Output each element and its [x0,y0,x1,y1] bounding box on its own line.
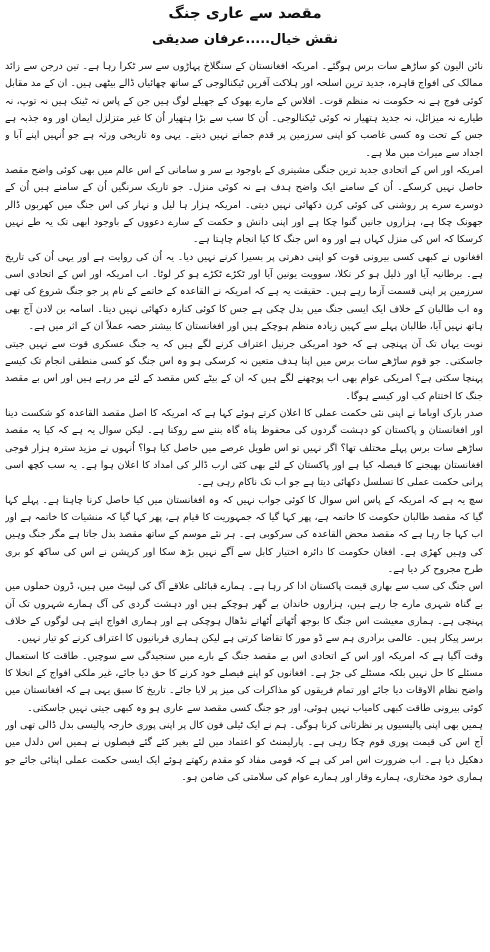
article-paragraph: اس جنگ کی سب سے بھاری قیمت پاکستان ادا کر رہا ہے۔ ہمارے قبائلی علاقے آگ کی لپیٹ میں ہیں، ڈرون حملوں میں بے گناہ شہری مارے جا رہے ہیں، ہزاروں خاندان بے گھر ہوچکے ہیں اور دہشت گردی کی آگ ہمارے شہروں تک آن پہنچی ہے۔ ہماری معیشت اس جنگ کا بوجھ اُٹھاتے اُٹھاتے نڈھال ہوچکی ہے اور ہماری افواج اپنے ہی لوگوں کے خلاف برسر پیکار ہیں۔ عالمی برادری ہم سے ڈو مور کا تقاضا کرتی ہے لیکن ہماری قربانیوں کا اعتراف کرنے کو تیار نہیں۔ [5,581,483,645]
article-title: مقصد سے عاری جنگ [168,4,322,22]
article-paragraph: افغانوں نے کبھی کسی بیرونی قوت کو اپنی دھرتی پر بسیرا کرنے نہیں دیا۔ یہ اُن کی روایت ہے اور یہی اُن کی تاریخ ہے۔ برطانیہ آیا اور ذلیل ہو کر نکلا، سوویت یونین آیا اور ٹکڑے ٹکڑے ہو کر لوٹا۔ اب امریکہ اور اس کے اتحادی اسی سرزمین پر اپنی قسمت آزما رہے ہیں۔ حقیقت یہ ہے کہ امریکہ نے القاعدہ کے خاتمے کے نام پر جو جنگ شروع کی تھی وہ اب طالبان کے خلاف ایک ایسی جنگ میں بدل چکی ہے جس کا کوئی کنارہ دکھائی نہیں دیتا۔ اسامہ بن لادن آج بھی ہاتھ نہیں آیا، طالبان پہلے سے کہیں زیادہ منظم ہوچکے ہیں اور افغانستان کا بیشتر حصہ عملاً ان کے اثر میں ہے۔ [5,251,483,333]
article-paragraph: صدر بارک اوباما نے اپنی نئی حکمت عملی کا اعلان کرتے ہوئے کہا ہے کہ امریکہ کا اصل مقصد القاعدہ کو شکست دینا اور افغانستان و پاکستان کو دہشت گردوں کی محفوظ پناہ گاہ بننے سے روکنا ہے۔ لیکن سوال یہ ہے کہ کیا یہ مقصد ساڑھے سات برس پہلے مختلف تھا؟ اگر نہیں تو اس طویل عرصے میں حاصل کیا ہوا؟ اُنہوں نے مزید سترہ ہزار فوجی افغانستان بھیجنے کا فیصلہ کیا ہے اور پاکستان کے لئے بھی کئی ارب ڈالر کی امداد کا اعلان ہوا ہے۔ یہ سب کچھ اسی پرانی حکمت عملی کا تسلسل دکھائی دیتا ہے جو اب تک ناکام رہی ہے۔ [5,407,483,489]
article-body [5,58,483,950]
article-paragraph: نوبت یہاں تک آن پہنچی ہے کہ خود امریکی جرنیل اعتراف کرنے لگے ہیں کہ یہ جنگ عسکری قوت سے نہیں جیتی جاسکتی۔ جو قوم ساڑھے سات برس میں اپنا ہدف متعین نہ کرسکی ہو وہ اس جنگ کو کسی منطقی انجام تک کیسے پہنچا سکتی ہے؟ امریکی عوام بھی اب پوچھنے لگے ہیں کہ ان کے بیٹے کس مقصد کے لئے مر رہے ہیں اور اس بے مقصد جنگ کا اختتام کب اور کیسے ہوگا۔ [5,338,483,402]
article-paragraph: نائن الیون کو ساڑھے سات برس ہوگئے۔ امریکہ افغانستان کے سنگلاخ پہاڑوں سے سر ٹکرا رہا ہے۔ تین درجن سے زائد ممالک کی افواج قاہرہ، جدید ترین اسلحہ اور ہلاکت آفریں ٹیکنالوجی کے ساتھ چھائیاں ڈالے بیٹھی ہیں۔ ان کے مد مقابل کوئی فوج ہے نہ حکومت نہ منظم قوت۔ افلاس کے مارے بھوک کے جھیلے لوگ ہیں جن کے پاس نہ ٹینک ہیں نہ توپ، نہ طیارے نہ میزائل، نہ جدید ہتھیار نہ کوئی ٹیکنالوجی۔ اُن کا سب سے بڑا ہتھیار اُن کا غیر متزلزل ایمان اور وہ جذبہ ہے جس کے تحت وہ کسی غاصب کو اپنی سرزمین پر قدم جمانے نہیں دیتے۔ یہی وہ تاریخی ورثہ ہے جو اُنہیں اپنے آبا و اجداد سے میراث میں ملا ہے۔ [5,61,483,159]
article-byline: نقش خیال.....عرفان صدیقی [151,32,339,47]
article-paragraph: سچ یہ ہے کہ امریکہ کے پاس اس سوال کا کوئی جواب نہیں کہ وہ افغانستان میں کیا حاصل کرنا چاہتا ہے۔ پہلے کہا گیا کہ مقصد طالبان حکومت کا خاتمہ ہے، پھر کہا گیا کہ جمہوریت کا قیام ہے، پھر کہا گیا کہ منشیات کا خاتمہ ہے اور اب کہا جا رہا ہے کہ مقصد محض القاعدہ کی سرکوبی ہے۔ ہر نئے موسم کے ساتھ مقصد بدل جاتا ہے مگر جنگ وہیں کی وہیں کھڑی ہے۔ افغان حکومت کا دائرہ اختیار کابل سے آگے نہیں بڑھ سکا اور کرپشن نے اس کی ساکھ کو بری طرح مجروح کر دیا ہے۔ [5,494,483,575]
article-paragraph: امریکہ اور اس کے اتحادی جدید ترین جنگی مشینری کے باوجود بے سر و سامانی کے اس عالم میں بھی کوئی واضح مقصد حاصل نہیں کرسکے۔ اُن کے سامنے ایک واضح ہدف ہے نہ کوئی منزل۔ جو تاریک سرنگیں اُن کے سامنے ہیں اُن کے دوسرے سرے پر روشنی کی کوئی کرن دکھائی نہیں دیتی۔ امریکہ ہزار ہا لیل و نہار کی اس جنگ میں کھربوں ڈالر جھونک چکا ہے، ہزاروں جانیں گنوا چکا ہے اور اپنی دانش و حکمت کے سارے دعووں کے باوجود ابھی تک یہ طے نہیں کرسکا کہ اس کی منزل کہاں ہے اور وہ اس جنگ کا کیا انجام چاہتا ہے۔ [5,165,483,246]
article-paragraph: ہمیں بھی اپنی پالیسیوں پر نظرثانی کرنا ہوگی۔ ہم نے ایک ٹیلی فون کال پر اپنی پوری خارجہ پالیسی بدل ڈالی تھی اور آج اس کی قیمت پوری قوم چکا رہی ہے۔ پارلیمنٹ کو اعتماد میں لئے بغیر کئے گئے فیصلوں نے ہمیں اس دلدل میں دھکیل دیا ہے۔ اب ضرورت اس امر کی ہے کہ قومی مفاد کو مقدم رکھتے ہوئے ایک ایسی حکمت عملی اپنائی جائے جو ہماری خود مختاری، ہمارے وقار اور ہمارے عوام کی سلامتی کی ضامن ہو۔ [5,720,483,784]
article-paragraph: وقت آگیا ہے کہ امریکہ اور اس کے اتحادی اس بے مقصد جنگ کے بارے میں سنجیدگی سے سوچیں۔ طاقت کا استعمال مسئلے کا حل نہیں بلکہ مسئلے کی جڑ ہے۔ افغانوں کو اپنے فیصلے خود کرنے کا حق دیا جائے، غیر ملکی افواج کے انخلا کا واضح نظام الاوقات دیا جائے اور تمام فریقوں کو مذاکرات کی میز پر لایا جائے۔ تاریخ کا سبق یہی ہے کہ افغانستان میں کوئی بیرونی طاقت کبھی کامیاب نہیں ہوئی، اور جو جنگ کسی مقصد سے عاری ہو وہ کبھی جیتی نہیں جاسکتی۔ [5,650,483,714]
